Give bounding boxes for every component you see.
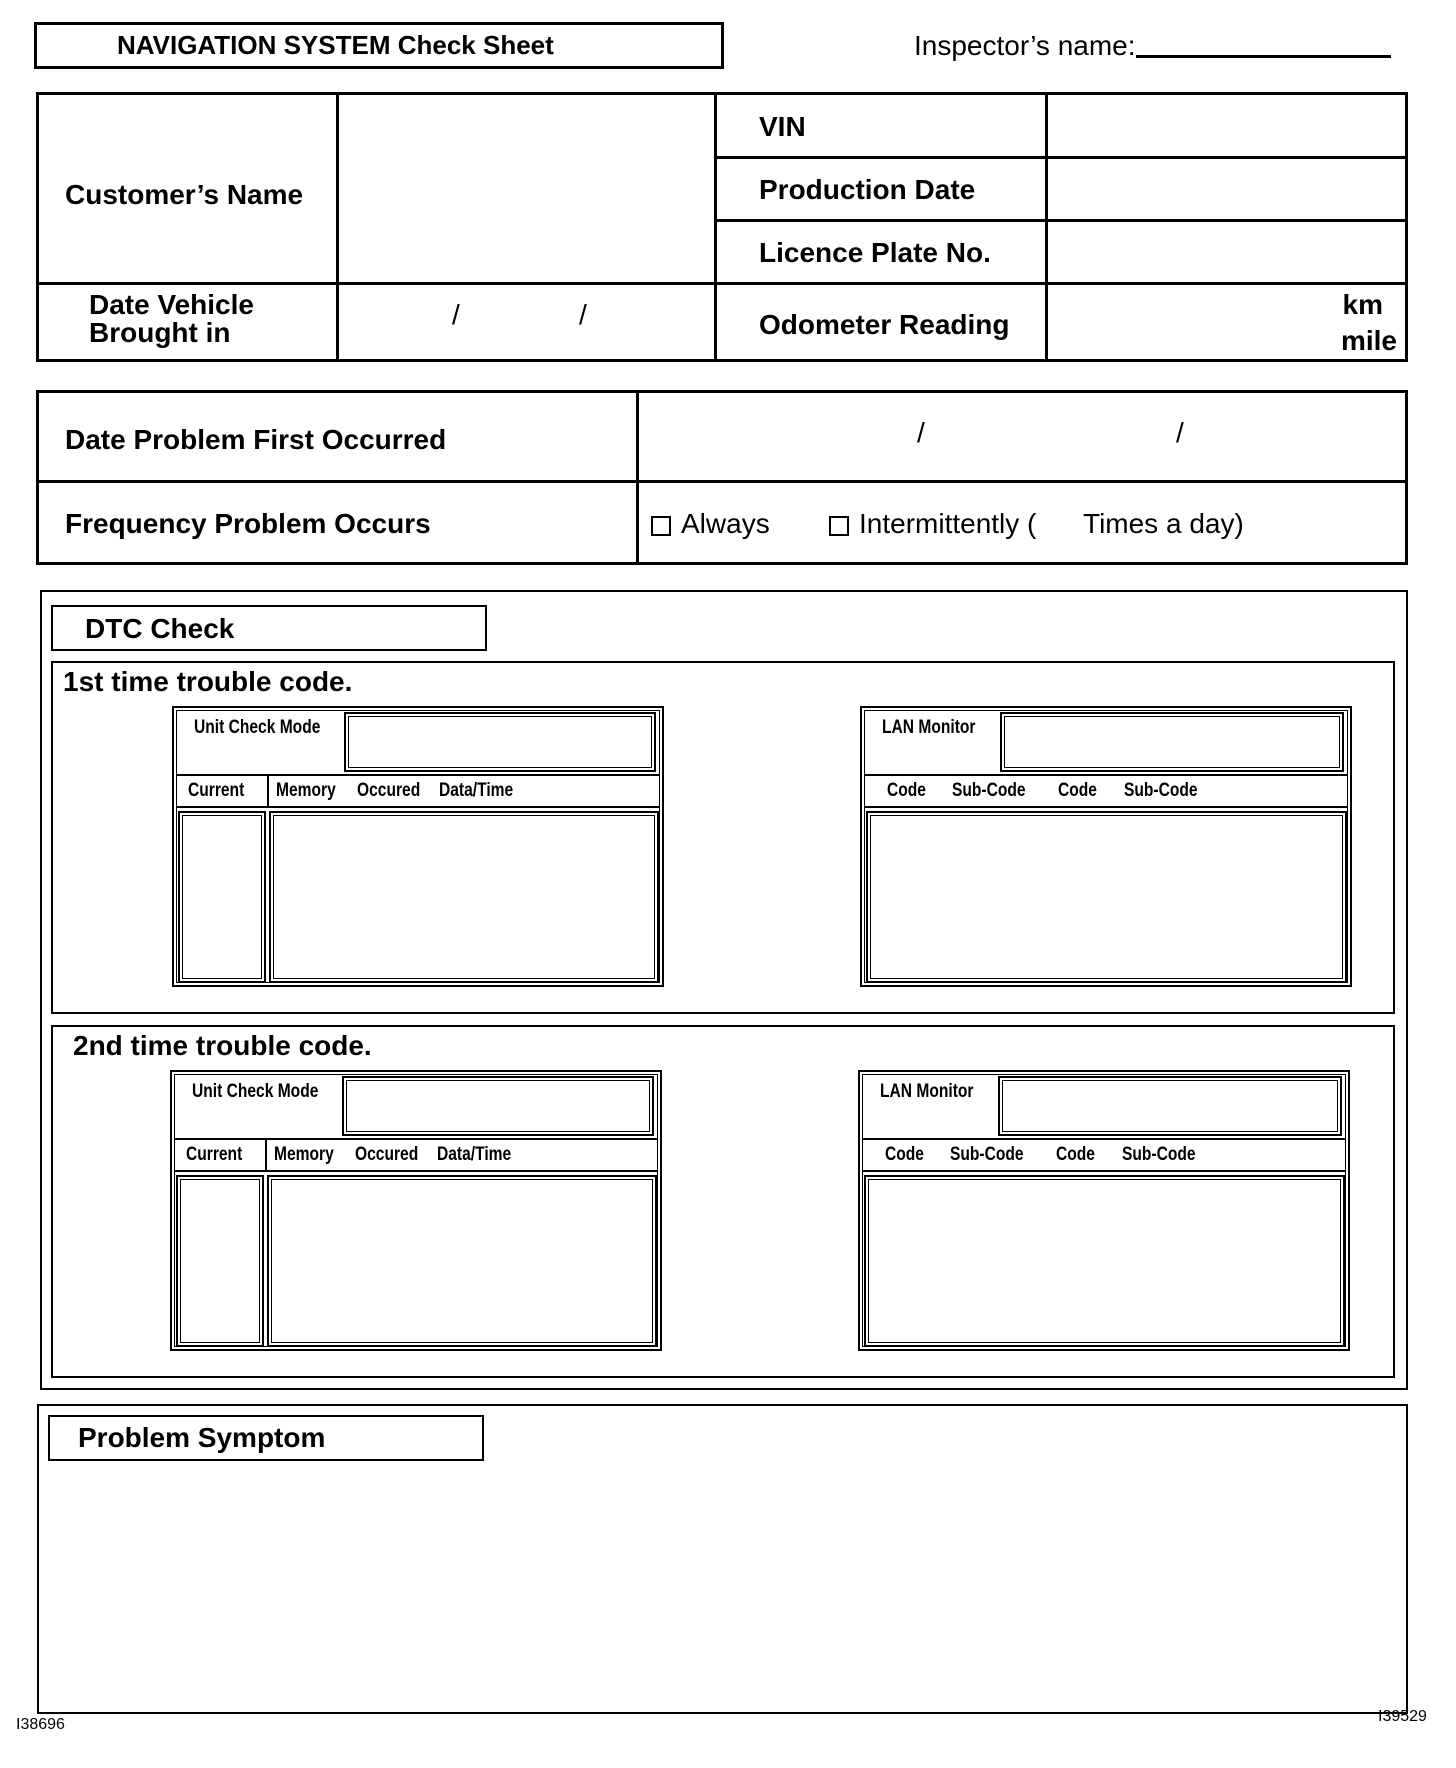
vin-field[interactable] xyxy=(1048,95,1405,156)
unit-km: km xyxy=(1342,289,1383,320)
col-memory: Memory xyxy=(276,780,336,801)
frequency-label: Frequency Problem Occurs xyxy=(65,508,431,539)
always-label: Always xyxy=(681,508,770,539)
odometer-label: Odometer Reading xyxy=(759,309,1010,340)
unit-check-panel xyxy=(172,706,664,987)
dtc-section-1 xyxy=(51,661,1395,1014)
col-sub-code: Sub-Code xyxy=(952,780,1026,801)
unit-check-mode-field[interactable] xyxy=(342,1076,654,1136)
licence-plate-field[interactable] xyxy=(1048,222,1405,282)
unit-check-panel xyxy=(170,1070,662,1351)
col-code: Code xyxy=(885,1144,924,1165)
customer-name-label: Customer’s Name xyxy=(65,179,304,210)
symptom-title: Problem Symptom xyxy=(78,1422,326,1453)
date-vehicle-field[interactable] xyxy=(339,285,714,359)
lan-monitor-panel xyxy=(858,1070,1350,1351)
col-occured: Occured xyxy=(357,780,421,801)
unit-check-mode-label: Unit Check Mode xyxy=(194,717,321,738)
current-code-field[interactable] xyxy=(178,811,266,983)
memory-code-field[interactable] xyxy=(267,1175,657,1347)
memory-code-field[interactable] xyxy=(269,811,659,983)
lan-monitor-field[interactable] xyxy=(998,1076,1342,1136)
intermittently-option[interactable] xyxy=(829,508,1036,540)
intermittently-checkbox[interactable] xyxy=(829,516,849,536)
date-separator: / xyxy=(579,299,587,330)
first-occurred-field[interactable] xyxy=(639,393,1405,480)
inspector-label: Inspector’s name: xyxy=(914,30,1136,61)
production-date-label: Production Date xyxy=(759,174,976,205)
lan-monitor-panel xyxy=(860,706,1352,987)
problem-symptom-panel xyxy=(37,1404,1408,1714)
current-code-field[interactable] xyxy=(176,1175,264,1347)
customer-name-field[interactable] xyxy=(339,95,714,282)
figure-code-left: I38696 xyxy=(16,1716,65,1733)
problem-info-table xyxy=(36,390,1408,565)
symptom-title-box xyxy=(48,1415,484,1461)
col-sub-code: Sub-Code xyxy=(1124,780,1198,801)
unit-check-mode-field[interactable] xyxy=(344,712,656,772)
always-checkbox[interactable] xyxy=(651,516,671,536)
first-occurred-label: Date Problem First Occurred xyxy=(65,424,447,455)
licence-plate-label: Licence Plate No. xyxy=(759,237,991,268)
always-option[interactable] xyxy=(651,508,770,540)
col-code: Code xyxy=(1058,780,1097,801)
lan-monitor-field[interactable] xyxy=(1000,712,1344,772)
col-current: Current xyxy=(188,780,245,801)
col-datatime: Data/Time xyxy=(439,780,514,801)
unit-check-mode-label: Unit Check Mode xyxy=(192,1081,319,1102)
col-occured: Occured xyxy=(355,1144,419,1165)
lan-code-field[interactable] xyxy=(864,1175,1345,1347)
dtc-title-box xyxy=(51,605,487,651)
col-code: Code xyxy=(1056,1144,1095,1165)
date-vehicle-label: Date Vehicle Brought in xyxy=(89,289,254,348)
col-sub-code: Sub-Code xyxy=(1122,1144,1196,1165)
col-sub-code: Sub-Code xyxy=(950,1144,1024,1165)
dtc-check-panel xyxy=(40,590,1408,1390)
production-date-field[interactable] xyxy=(1048,159,1405,219)
lan-monitor-label: LAN Monitor xyxy=(882,717,976,738)
col-memory: Memory xyxy=(274,1144,334,1165)
date-separator: / xyxy=(452,299,460,330)
dtc-title: DTC Check xyxy=(85,613,235,644)
inspector-name-field[interactable] xyxy=(1136,55,1391,58)
section-heading: 2nd time trouble code. xyxy=(73,1030,372,1061)
title-box xyxy=(34,22,724,69)
intermittently-label: Intermittently ( xyxy=(859,508,1037,539)
col-datatime: Data/Time xyxy=(437,1144,512,1165)
vin-label: VIN xyxy=(759,111,806,142)
date-separator: / xyxy=(917,417,925,448)
figure-code-right: I39529 xyxy=(1378,1708,1427,1725)
vehicle-info-table xyxy=(36,92,1408,362)
unit-mile: mile xyxy=(1340,325,1397,356)
lan-code-field[interactable] xyxy=(866,811,1347,983)
symptom-text-area[interactable] xyxy=(48,1468,1397,1708)
section-heading: 1st time trouble code. xyxy=(63,666,353,697)
col-code: Code xyxy=(887,780,926,801)
date-separator: / xyxy=(1176,417,1184,448)
dtc-section-2 xyxy=(51,1025,1395,1378)
col-current: Current xyxy=(186,1144,243,1165)
times-a-day-label: Times a day) xyxy=(1083,508,1244,539)
odometer-field[interactable] xyxy=(1048,285,1405,359)
lan-monitor-label: LAN Monitor xyxy=(880,1081,974,1102)
page-title: NAVIGATION SYSTEM Check Sheet xyxy=(117,30,554,60)
